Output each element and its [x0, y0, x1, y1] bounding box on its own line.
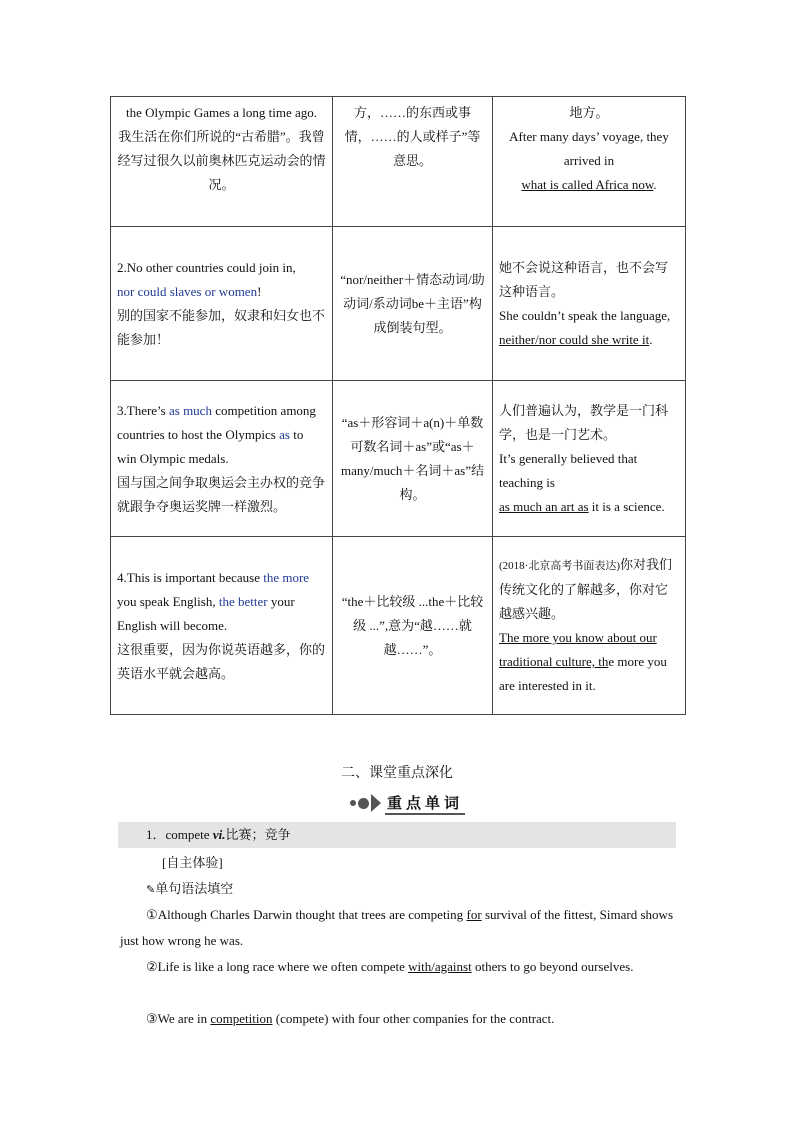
exercise-sentence [120, 1006, 673, 1032]
table-row [111, 381, 686, 537]
rule-cell [333, 381, 493, 537]
example-highlight: the better [218, 593, 268, 609]
exercise-sentence [120, 954, 673, 980]
example-cn: 国与国之间争取奥运会主办权的竞争就跟争夺奥运奖牌一样激烈。 [117, 474, 326, 514]
practice-cell [493, 97, 686, 227]
arrow-icon [371, 794, 381, 812]
practice-answer: neither/nor could she write it [499, 331, 650, 347]
sentence-answer: competition [210, 1011, 273, 1026]
practice-source: (2018·北京高考书面表达) [499, 560, 620, 572]
example-en: 4.This is important because [117, 569, 264, 585]
rule-cell [333, 537, 493, 715]
example-cell [111, 537, 333, 715]
example-cell [111, 97, 333, 227]
word-pos: vi. [212, 827, 226, 842]
practice-en: After many days’ voyage, they arrived in [509, 129, 669, 168]
practice-cn: 她不会说这种语言，也不会写这种语言。 [499, 259, 669, 299]
task-label-text: 单句语法填空 [155, 881, 234, 896]
example-en: competition among countries to host the Olympics [117, 402, 316, 442]
rule-text: “the＋比较级 ...the＋比较级 ...”,意为“越……就越……”。 [341, 593, 484, 657]
word-headword: compete [165, 827, 210, 842]
practice-cell [493, 227, 686, 381]
dot-icon [350, 800, 356, 806]
dot-icon [358, 798, 369, 809]
example-cn: 别的国家不能参加，奴隶和妇女也不能参加！ [117, 307, 326, 347]
grammar-table [110, 96, 686, 715]
sub-heading: [自主体验] [162, 855, 223, 870]
practice-cell [493, 381, 686, 537]
key-words-badge [350, 792, 465, 814]
practice-answer: as much an art as [499, 498, 589, 514]
practice-end: e more you are interested in it. [499, 654, 667, 693]
practice-answer: what is called Africa now [521, 177, 654, 192]
practice-answer: The more you know about our traditional culture, th [499, 630, 657, 669]
table-row [111, 227, 686, 381]
exercise-sentence [120, 902, 673, 954]
section-title: 二、课堂重点深化 [341, 766, 453, 781]
rule-text: “nor/neither＋情态动词/助动词/系动词be＋主语”构成倒装句型。 [340, 271, 485, 335]
sentence-answer: with/against [408, 959, 472, 974]
practice-cn: 你对我们传统文化的了解越多，你对它越感兴趣。 [499, 557, 673, 621]
example-highlight: as [279, 426, 290, 442]
practice-end: . [653, 177, 657, 192]
sentence-answer: for [466, 907, 482, 922]
pen-icon: ✎ [146, 884, 156, 896]
word-number: 1． [146, 827, 166, 842]
example-highlight: the more [263, 569, 310, 585]
example-en: 3.There’s [117, 402, 169, 418]
rule-text: “as＋形容词＋a(n)＋单数可数名词＋as”或“as＋many/much＋名词＋as”结构。 [341, 414, 484, 502]
example-cn: 这很重要，因为你说英语越多，你的英语水平就会越高。 [117, 641, 326, 681]
task-label [120, 876, 699, 903]
practice-en: It’s generally believed that teaching is [499, 450, 638, 490]
example-en: your English will become. [117, 593, 295, 633]
example-en: 2.No other countries could join in, [117, 259, 296, 275]
table-row [111, 97, 686, 227]
example-highlight: nor could slaves or women [117, 283, 258, 299]
sentence-text: ①Although Charles Darwin thought that trees are competing [146, 907, 467, 922]
sentence-text: ③We are in [146, 1011, 211, 1026]
practice-end: it is a science. [588, 498, 665, 514]
example-highlight: as much [168, 402, 212, 418]
example-end: ! [257, 283, 262, 299]
example-en: the Olympic Games a long time ago. [126, 105, 317, 120]
rule-text: 方，……的东西或事情，……的人或样子”等意思。 [344, 105, 481, 168]
practice-en: She couldn’t speak the language, [499, 307, 671, 323]
practice-cell [493, 537, 686, 715]
example-en: to win Olympic medals. [117, 426, 304, 466]
word-meaning: 比赛；竞争 [225, 827, 291, 842]
practice-end: . [649, 331, 653, 347]
table-row [111, 537, 686, 715]
sentence-text: others to go beyond ourselves. [471, 959, 634, 974]
example-cn: 我生活在你们所说的“古希腊”。我曾经写过很久以前奥林匹克运动会的情况。 [117, 129, 326, 192]
badge-label: 重点单词 [385, 792, 465, 815]
word-entry-bar [118, 822, 676, 848]
example-cell [111, 227, 333, 381]
sentence-text: (compete) with four other companies for the contract. [272, 1011, 555, 1026]
example-cell [111, 381, 333, 537]
sentence-text: survival of the fittest, Simard shows just how wrong he was. [120, 907, 674, 948]
practice-cn: 地方。 [569, 105, 609, 120]
sentence-text: ②Life is like a long race where we often compete [146, 959, 409, 974]
practice-cn: 人们普遍认为，教学是一门科学，也是一门艺术。 [499, 402, 669, 442]
rule-cell [333, 97, 493, 227]
rule-cell [333, 227, 493, 381]
example-en: you speak English, [117, 593, 219, 609]
